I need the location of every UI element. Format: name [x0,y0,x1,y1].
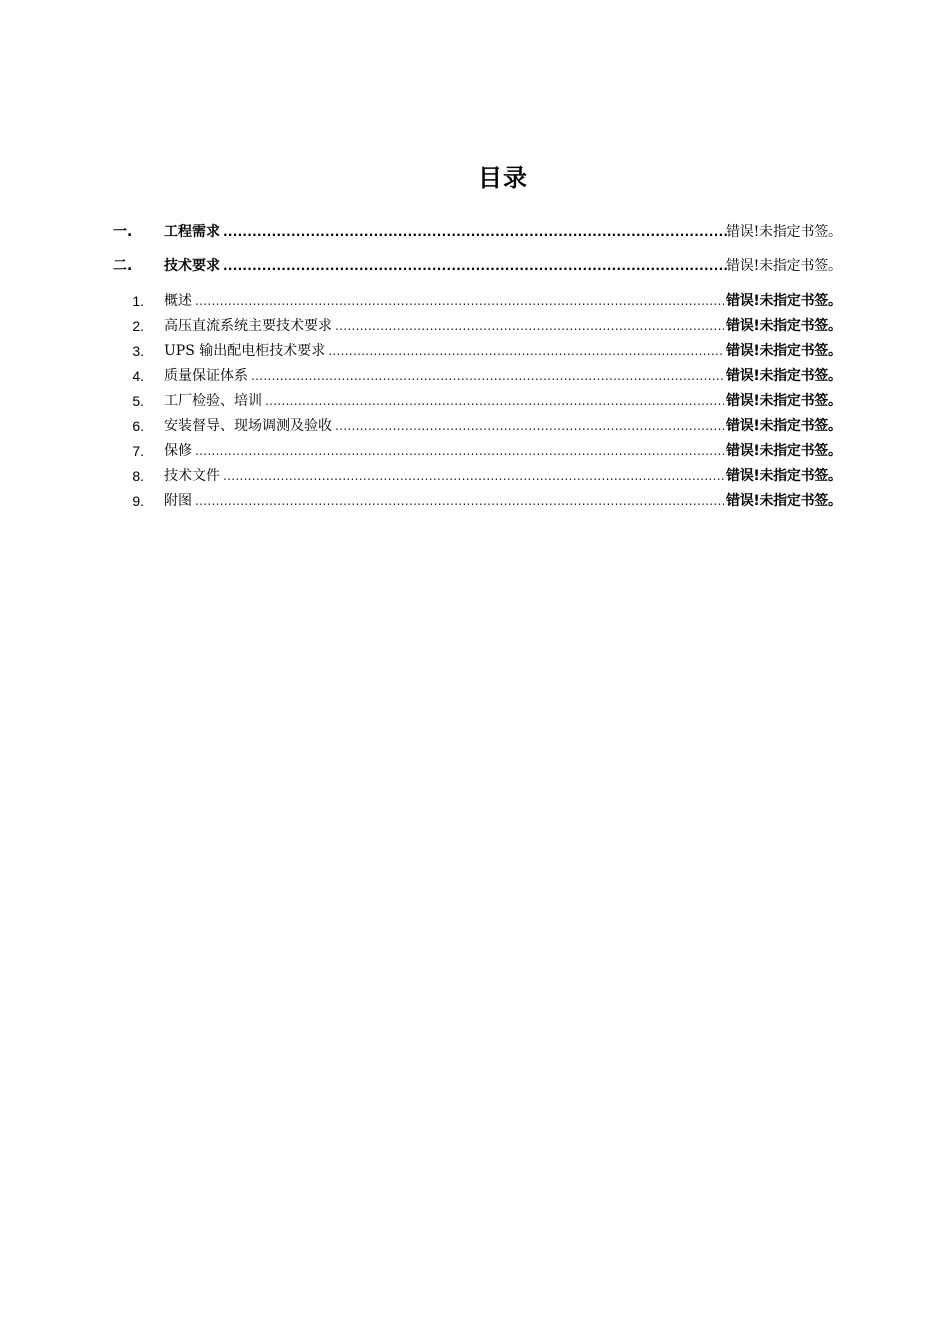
toc-entry-link[interactable] [164,314,724,338]
toc-entry-page-ref: 错误!未指定书签。 [726,418,842,434]
toc-dot-leader [251,364,724,388]
toc-entry-number: 8. [132,468,144,484]
toc-entry-number: 二. [113,258,133,274]
toc-dot-leader [223,254,727,278]
toc-entry-link[interactable] [164,439,724,463]
toc-entry-label: 质量保证体系 [164,368,248,384]
toc-entry-number: 2. [132,318,144,334]
toc-entry-link[interactable] [164,220,727,244]
toc-entry-number: 一. [113,224,133,240]
toc-entry-number: 7. [132,443,144,459]
toc-dot-leader [265,389,724,413]
toc-entry-label: 附图 [164,493,192,509]
toc-entry-link[interactable] [164,389,724,413]
toc-dot-leader [328,339,724,363]
toc-entry-level2[interactable] [0,289,950,313]
toc-entry-page-ref: 错误!未指定书签。 [726,443,842,459]
toc-entry-label: 高压直流系统主要技术要求 [164,318,332,334]
toc-entry-page-ref: 错误!未指定书签。 [726,393,842,409]
toc-entry-page-ref: 错误!未指定书签。 [726,224,842,240]
toc-entry-number: 1. [132,293,144,309]
toc-entry-link[interactable] [164,254,727,278]
toc-entry-level1[interactable] [0,254,950,278]
toc-entry-link[interactable] [164,364,724,388]
toc-entry-page-ref: 错误!未指定书签。 [726,468,842,484]
toc-entry-label: 工厂检验、培训 [164,393,262,409]
toc-entry-page-ref: 错误!未指定书签。 [726,368,842,384]
toc-entry-number: 4. [132,368,144,384]
toc-entry-link[interactable] [164,489,724,513]
toc-entry-level2[interactable] [0,489,950,513]
toc-title: 目录 [478,164,528,192]
toc-entry-page-ref: 错误!未指定书签。 [726,493,842,509]
toc-dot-leader [195,289,724,313]
toc-entry-label: 工程需求 [164,224,220,240]
toc-entry-number: 6. [132,418,144,434]
toc-entry-label: 安装督导、现场调测及验收 [164,418,332,434]
toc-entry-number: 9. [132,493,144,509]
toc-entry-number: 3. [132,343,144,359]
toc-dot-leader [195,489,724,513]
toc-entry-label: 技术文件 [164,468,220,484]
toc-entry-level2[interactable] [0,314,950,338]
toc-dot-leader [195,439,724,463]
toc-entry-level2[interactable] [0,389,950,413]
toc-dot-leader [223,220,727,244]
toc-entry-label: UPS 输出配电柜技术要求 [164,343,326,359]
toc-entry-label: 概述 [164,293,192,309]
toc-entry-page-ref: 错误!未指定书签。 [726,318,842,334]
toc-entry-page-ref: 错误!未指定书签。 [726,293,842,309]
toc-entry-label: 技术要求 [164,258,220,274]
toc-entry-level2[interactable] [0,439,950,463]
toc-dot-leader [335,314,724,338]
toc-entry-page-ref: 错误!未指定书签。 [726,343,842,359]
toc-entry-label: 保修 [164,443,192,459]
toc-entry-page-ref: 错误!未指定书签。 [726,258,842,274]
toc-entry-link[interactable] [164,414,724,438]
toc-entry-link[interactable] [164,464,724,488]
toc-entry-level1[interactable] [0,220,950,244]
toc-entry-link[interactable] [164,339,724,363]
toc-entry-level2[interactable] [0,414,950,438]
toc-dot-leader [335,414,724,438]
toc-entry-level2[interactable] [0,464,950,488]
toc-entry-number: 5. [132,393,144,409]
toc-entry-level2[interactable] [0,339,950,363]
toc-dot-leader [223,464,724,488]
toc-entry-level2[interactable] [0,364,950,388]
toc-entry-link[interactable] [164,289,724,313]
